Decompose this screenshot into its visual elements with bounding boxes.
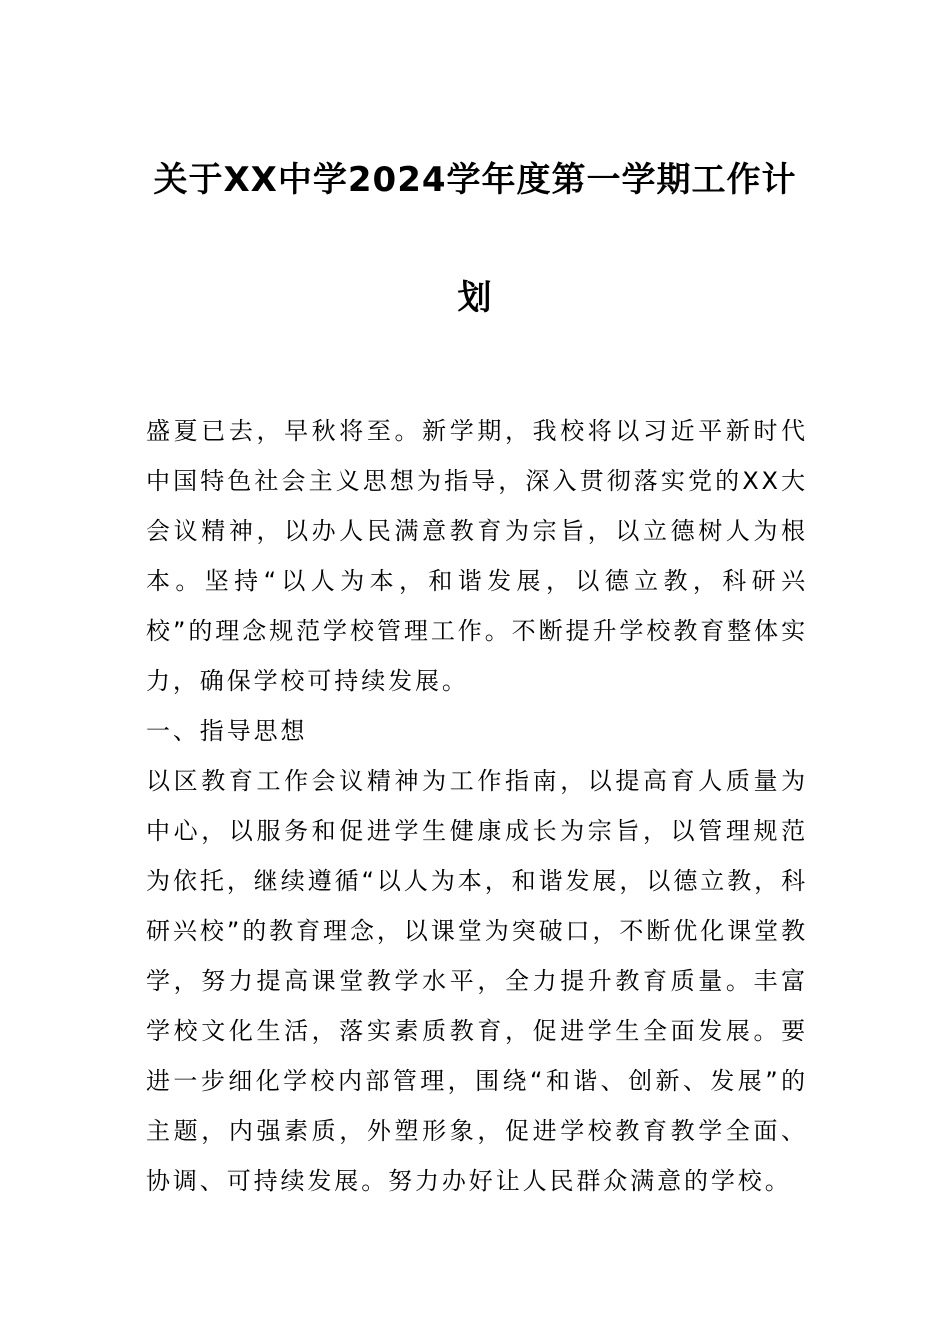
document-title-line1: 关于XX中学2024学年度第一学期工作计 xyxy=(153,160,797,200)
intro-paragraph: 盛夏已去，早秋将至。新学期，我校将以习近平新时代中国特色社会主义思想为指导，深入贯彻落实党的XX大会议精神，以办人民满意教育为宗旨，以立德树人为根本。坚持“以人为本，和谐发展，以德立教，科研兴校”的理念规范学校管理工作。不断提升学校教育整体实力，确保学校可持续发展。 xyxy=(146,417,808,695)
section-heading-guiding-ideology: 一、指导思想 xyxy=(146,717,308,745)
document-title-line2: 划 xyxy=(457,278,493,318)
guiding-ideology-paragraph: 以区教育工作会议精神为工作指南，以提高育人质量为中心，以服务和促进学生健康成长为宗旨，以管理规范为依托，继续遵循“以人为本，和谐发展，以德立教，科研兴校”的教育理念，以课堂为突破口，不断优化课堂教学，努力提高课堂教学水平，全力提升教育质量。丰富学校文化生活，落实素质教育，促进学生全面发展。要进一步细化学校内部管理，围绕“和谐、创新、发展”的主题，内强素质，外塑形象，促进学校教育教学全面、协调、可持续发展。努力办好让人民群众满意的学校。 xyxy=(146,767,808,1195)
